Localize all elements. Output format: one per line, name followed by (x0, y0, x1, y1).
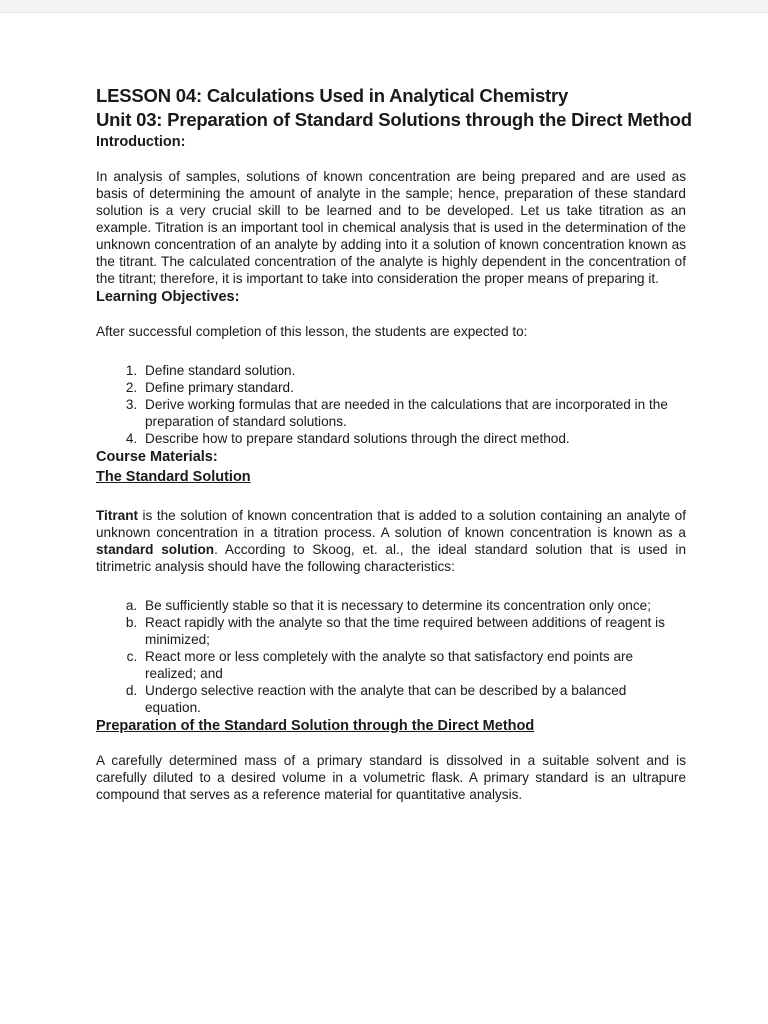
paragraph-text: is the solution of known concentration that is added to a solution containing an analyte of unknown concentration in a titration process. A solution of known concentration is known as a (96, 508, 686, 540)
characteristics-list (96, 597, 686, 716)
term-standard-solution: standard solution (96, 542, 215, 557)
course-materials-heading: Course Materials: (96, 449, 218, 465)
list-item: c. React more or less completely with the analyte so that satisfactory end points are realized; and (141, 648, 686, 682)
standard-solution-paragraph (96, 507, 686, 575)
list-item: 4. Describe how to prepare standard solutions through the direct method. (141, 430, 686, 447)
direct-method-paragraph: A carefully determined mass of a primary standard is dissolved in a suitable solvent and is carefully diluted to a desired volume in a volumetric flask. A primary standard is an ultrapure compound that serves as a reference material for quantitative analysis. (96, 753, 686, 802)
list-item: 3. Derive working formulas that are needed in the calculations that are incorporated in the preparation of standard solutions. (141, 396, 686, 430)
document-page (96, 84, 692, 803)
standard-solution-heading: The Standard Solution (96, 469, 251, 485)
learning-objectives-heading: Learning Objectives: (96, 289, 240, 305)
direct-method-heading: Preparation of the Standard Solution through the Direct Method (96, 718, 535, 734)
document-title (96, 84, 692, 132)
objectives-list (96, 362, 686, 447)
unit-title: Unit 03: Preparation of Standard Solutions through the Direct Method (96, 109, 692, 130)
list-item: d. Undergo selective reaction with the analyte that can be described by a balanced equation. (141, 682, 686, 716)
list-item: b. React rapidly with the analyte so that the time required between additions of reagent is minimized; (141, 614, 686, 648)
list-item: 1. Define standard solution. (141, 362, 686, 379)
introduction-heading: Introduction: (96, 134, 186, 150)
lesson-title: LESSON 04: Calculations Used in Analytical Chemistry (96, 85, 569, 106)
paragraph-text: . According to Skoog, et. al., the ideal standard solution that is used in titrimetric analysis should have the following characteristics: (96, 542, 687, 574)
term-titrant: Titrant (96, 508, 139, 523)
list-item: 2. Define primary standard. (141, 379, 686, 396)
list-item: a. Be sufficiently stable so that it is necessary to determine its concentration only once; (141, 597, 686, 614)
introduction-paragraph: In analysis of samples, solutions of known concentration are being prepared and are used as basis of determining the amount of analyte in the sample; hence, preparation of these standard solution is a very crucial skill to be learned and to be developed. Let us take titration as an example. Titration is an important tool in chemical analysis that is used in the determination of the unknown concentration of an analyte by adding into it a solution of known concentration known as the titrant. The calculated concentration of the analyte is highly dependent in the concentration of the titrant; therefore, it is important to take into consideration the proper means of preparing it. (96, 169, 686, 286)
objectives-intro: After successful completion of this lesson, the students are expected to: (96, 324, 528, 339)
viewer-top-bar (0, 0, 768, 13)
